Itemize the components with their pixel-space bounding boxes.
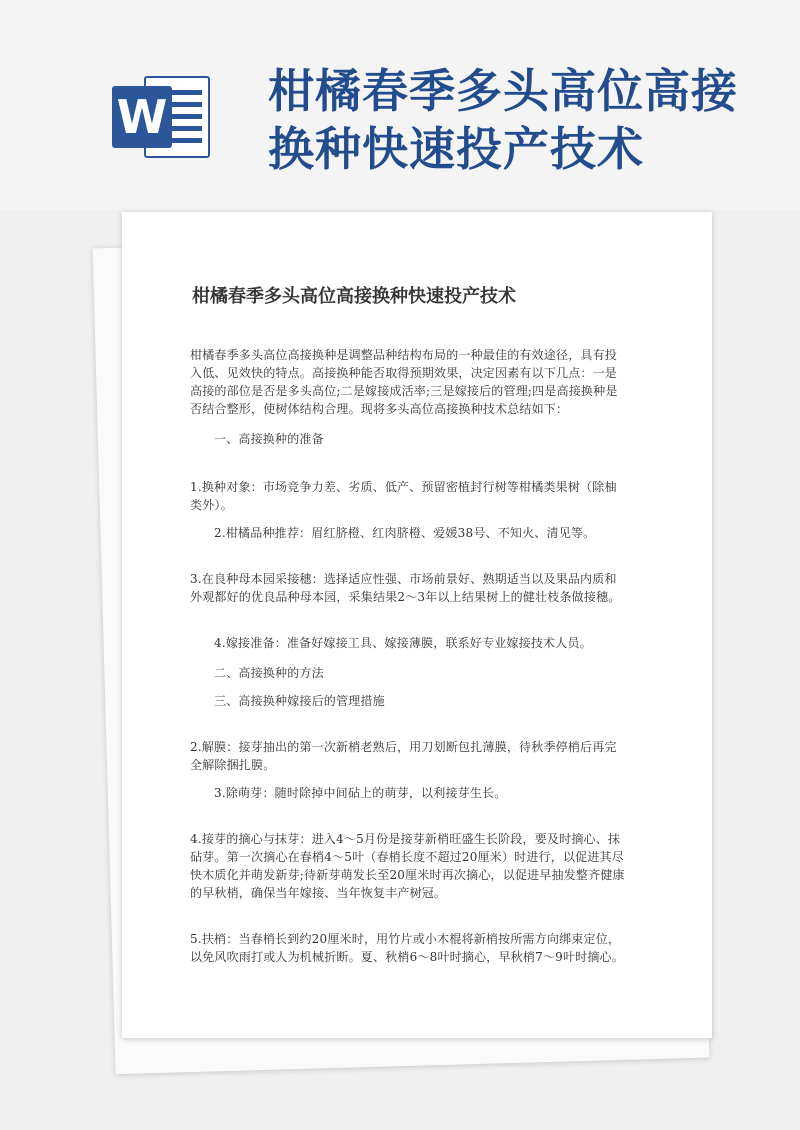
list-item: 3.在良种母本园采接穗：选择适应性强、市场前景好、熟期适当以及果品内质和外观都好的优良品种母本园，采集结果2～3年以上结果树上的健壮枝条做接穗。 [190,572,621,604]
word-document-icon [112,72,212,162]
list-item: 2.解膜：接芽抽出的第一次新梢老熟后，用刀划断包扎薄膜，待秋季停梢后再完全解除捆扎膜。 [190,740,617,772]
list-item: 3.除萌芽：随时除掉中间砧上的萌芽，以利接芽生长。 [214,786,507,800]
document-title: 柑橘春季多头高位高接换种快速投产技术 [192,286,516,307]
document-page [122,212,712,1038]
section-heading-1: 一、高接换种的准备 [214,432,324,446]
section-heading-3: 三、高接换种嫁接后的管理措施 [214,694,385,708]
section-heading-2: 二、高接换种的方法 [214,666,324,680]
list-item: 2.柑橘品种推荐：眉红脐橙、红肉脐橙、爱媛38号、不知火、清见等。 [214,526,596,540]
header-banner [0,0,800,210]
word-logo-letter: W [112,86,172,148]
banner-title: 柑橘春季多头高位高接换种快速投产技术 [268,64,738,176]
list-item: 1.换种对象：市场竞争力差、劣质、低产、预留密植封行树等柑橘类果树（除柚类外）。 [190,480,617,512]
list-item: 4.接芽的摘心与抹芽：进入4～5月份是接芽新梢旺盛生长阶段，要及时摘心、抹砧芽。第一次摘心在春梢4～5叶（春梢长度不超过20厘米）时进行，以促进其尽快木质化并萌发新芽;待新芽萌发长至20厘米时再次摘心，以促进早抽发整齐健康的早秋梢，确保当年嫁接、当年恢复丰产树冠。 [190,832,625,900]
intro-paragraph: 柑橘春季多头高位高接换种是调整品种结构布局的一种最佳的有效途径，具有投入低、见效快的特点。高接换种能否取得预期效果，决定因素有以下几点：一是高接的部位是否是多头高位;二是嫁接成活率;三是嫁接后的管理;四是高接换种是否结合整形，使树体结构合理。现将多头高位高接换种技术总结如下： [190,348,618,416]
list-item: 5.扶梢：当春梢长到约20厘米时，用竹片或小木棍将新梢按所需方向绑束定位，以免风吹雨打或人为机械折断。夏、秋梢6～8叶时摘心，早秋梢7～9叶时摘心。 [190,932,624,964]
list-item: 4.嫁接准备：准备好嫁接工具、嫁接薄膜，联系好专业嫁接技术人员。 [214,636,592,650]
